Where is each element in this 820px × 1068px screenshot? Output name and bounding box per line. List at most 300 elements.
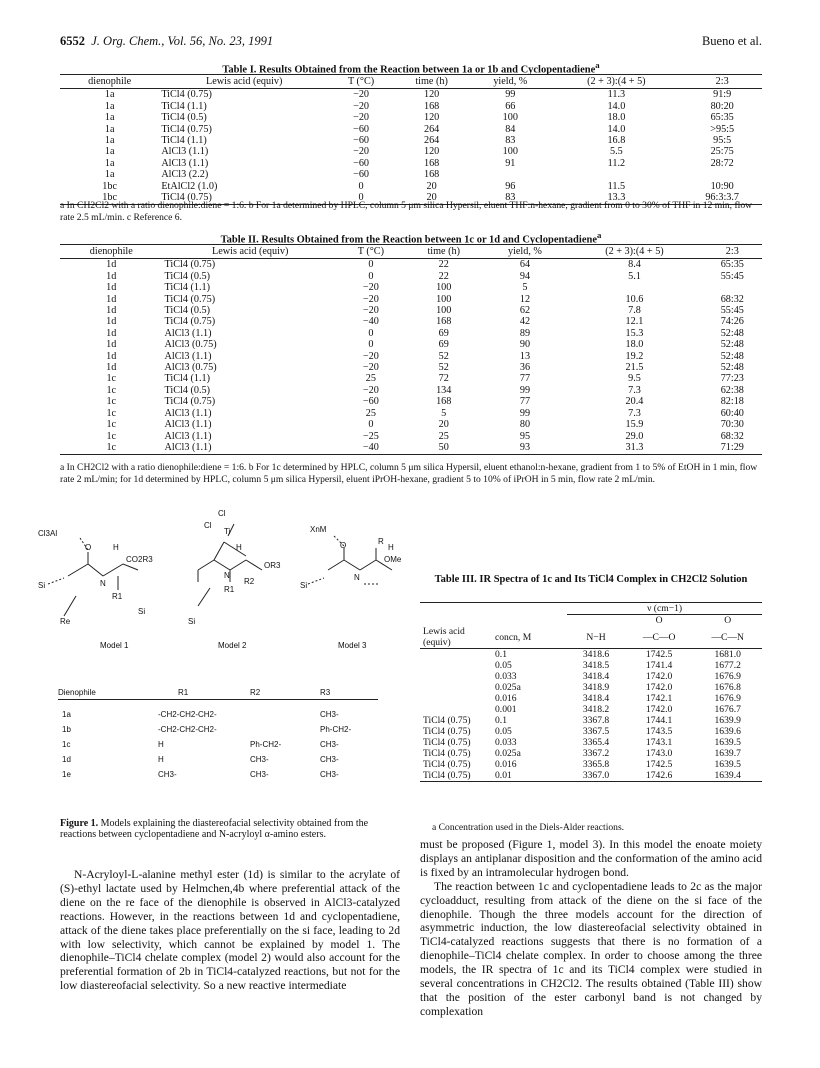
table-row bbox=[60, 408, 762, 419]
table-cell: AlCl3 (1.1) bbox=[164, 430, 212, 442]
table-cell: AlCl3 (1.1) bbox=[164, 419, 212, 431]
page-number: 6552 bbox=[60, 34, 85, 48]
table-cell: 100 bbox=[436, 282, 452, 294]
table-cell: 1742.1 bbox=[645, 693, 673, 704]
model1-label: Model 1 bbox=[100, 641, 129, 650]
table-cell: 1744.1 bbox=[645, 715, 673, 726]
table-row bbox=[60, 169, 762, 180]
table-row bbox=[60, 294, 762, 305]
table-row bbox=[60, 181, 762, 192]
m1-bond bbox=[88, 564, 103, 576]
m3-attack-line bbox=[308, 578, 324, 584]
table-row bbox=[60, 442, 762, 455]
table-row bbox=[420, 726, 762, 737]
table-cell: 5 bbox=[522, 282, 528, 294]
table-cell: 52:48 bbox=[720, 327, 744, 339]
table-cell: 0.1 bbox=[495, 649, 507, 660]
table-cell bbox=[420, 660, 492, 671]
table-cell: −40 bbox=[362, 316, 379, 328]
table-cell: 1d bbox=[106, 305, 117, 317]
table-cell: 77 bbox=[519, 396, 531, 408]
table3-nu-header: ν (cm−1) bbox=[567, 603, 762, 615]
table-cell: -CH2-CH2-CH2- bbox=[158, 725, 217, 734]
table-cell: AlCl3 (1.1) bbox=[163, 442, 338, 455]
table1-body bbox=[60, 89, 762, 205]
m2-h-label: H bbox=[236, 543, 242, 552]
m2-ticl-label: Cl bbox=[204, 521, 212, 530]
table-cell: TiCl4 (1.1) bbox=[161, 135, 207, 147]
column-header: (2 + 3):(4 + 5) bbox=[550, 75, 682, 89]
table-cell: CH3- bbox=[250, 770, 269, 779]
table1-footnote: a In CH2Cl2 with a ratio dienophile:diene = 1:6. b For 1a determined by HPLC, column 5 μm silica Hypersil, eluent THF:n-hexane, gradient from 0 to 30% of THF in 12 min, flow rate 2.5 mL/min. c Reference 6. bbox=[60, 200, 753, 223]
table-row bbox=[60, 362, 762, 373]
table-cell: 168 bbox=[423, 100, 440, 112]
table-cell: 71:29 bbox=[703, 442, 762, 455]
table-cell: 1677.2 bbox=[714, 660, 741, 671]
column-header: dienophile bbox=[60, 245, 163, 259]
table-cell: 1c bbox=[62, 740, 71, 749]
table-cell: 1e bbox=[62, 770, 71, 779]
table-cell: 13 bbox=[519, 350, 531, 362]
table2-footnote: a In CH2Cl2 with a ratio dienophile:diene = 1:6. b For 1c determined by HPLC, column 5 μm silica Hypersil, eluent ethanol:n-hexane, gradient from 1 to 5% of EtOH in 1 min, flow rate 2 mL/min; for 1d determined by HPLC, column 5 μm silica Hypersil, eluent iPrOH-hexane, gradient 5 to 10% of iPrOH in 5 min, flow rate 2 mL/min. bbox=[60, 462, 758, 485]
table-cell: Ph-CH2- bbox=[250, 740, 282, 749]
table-cell: TiCl4 (0.5) bbox=[164, 270, 211, 282]
table-cell: 90 bbox=[519, 339, 531, 351]
table-cell: 31.3 bbox=[566, 442, 702, 455]
table-cell: 100 bbox=[436, 293, 452, 305]
table-cell: 80:20 bbox=[710, 100, 734, 112]
table-cell bbox=[420, 671, 492, 682]
table-cell: 15.3 bbox=[625, 327, 644, 339]
table-row bbox=[420, 682, 762, 693]
table-cell: 65:35 bbox=[710, 112, 734, 124]
table-cell: 62:38 bbox=[720, 384, 744, 396]
table-cell: 0.016 bbox=[495, 759, 517, 770]
table-cell: 68:32 bbox=[720, 430, 744, 442]
table-row bbox=[60, 396, 762, 407]
table-cell: 68:32 bbox=[720, 293, 744, 305]
table-cell: TiCl4 (1.1) bbox=[161, 100, 207, 112]
column-header: dienophile bbox=[60, 75, 159, 89]
m2-bond bbox=[214, 542, 224, 560]
table-cell: −60 bbox=[353, 123, 370, 135]
table-row bbox=[58, 725, 378, 737]
table-cell: 20 bbox=[426, 180, 437, 192]
table-cell: 29.0 bbox=[625, 430, 644, 442]
table-cell: 100 bbox=[502, 146, 518, 158]
model2-label: Model 2 bbox=[218, 641, 247, 650]
table-row bbox=[60, 259, 762, 271]
table-cell: 1d bbox=[106, 316, 117, 328]
table-cell bbox=[470, 169, 550, 180]
table-cell bbox=[420, 682, 492, 693]
m3-si-label: Si bbox=[300, 581, 308, 590]
table-cell: −40 bbox=[338, 442, 404, 455]
table-cell: 69 bbox=[438, 327, 449, 339]
table-cell: 52:48 bbox=[720, 350, 744, 362]
table-cell: 1d bbox=[106, 350, 117, 362]
table-cell: 1bc bbox=[102, 180, 118, 192]
table-cell: >95:5 bbox=[710, 123, 735, 135]
table-cell: 1d bbox=[106, 362, 117, 374]
table-cell: 1a bbox=[104, 123, 115, 135]
table1-header-row bbox=[60, 75, 762, 89]
table-cell: TiCl4 (0.75) bbox=[423, 715, 471, 726]
table-cell: 3367.0 bbox=[567, 770, 625, 782]
table-cell: 0 bbox=[368, 419, 374, 431]
table-cell: 15.9 bbox=[625, 419, 644, 431]
table-cell: 95 bbox=[519, 430, 531, 442]
table-cell: 1639.9 bbox=[714, 715, 741, 726]
table-cell bbox=[682, 169, 762, 180]
table-cell: 10.6 bbox=[625, 293, 644, 305]
table-cell: TiCl4 (0.75) bbox=[164, 293, 216, 305]
table-cell: −20 bbox=[362, 282, 379, 294]
table-cell: 70:30 bbox=[720, 419, 744, 431]
table-cell: 83 bbox=[505, 135, 516, 147]
column-header: T (°C) bbox=[338, 245, 404, 259]
table-cell: 0.05 bbox=[495, 660, 512, 671]
table-cell: 36 bbox=[519, 362, 531, 374]
table-cell: 22 bbox=[438, 270, 449, 282]
m2-bond bbox=[224, 542, 246, 556]
table-cell: 62 bbox=[519, 305, 531, 317]
table-cell: 82:18 bbox=[720, 396, 744, 408]
table-cell: 93 bbox=[484, 442, 567, 455]
table-cell: TiCl4 (0.75) bbox=[164, 259, 216, 271]
table-row bbox=[420, 748, 762, 759]
table-cell: 50 bbox=[404, 442, 484, 455]
table-cell: 1d bbox=[106, 339, 117, 351]
table-cell: AlCl3 (2.2) bbox=[161, 169, 209, 181]
table-row bbox=[60, 431, 762, 442]
table-cell: 99 bbox=[505, 89, 516, 101]
table-cell: 1a bbox=[104, 157, 115, 169]
table-cell: 0.025a bbox=[495, 748, 521, 759]
table-cell: 1a bbox=[62, 710, 71, 719]
table-cell: 0 bbox=[358, 180, 364, 192]
table-cell: TiCl4 (0.5) bbox=[164, 305, 211, 317]
table-cell: CH3- bbox=[320, 740, 339, 749]
table-cell: 14.0 bbox=[607, 123, 626, 135]
table-cell: 0.033 bbox=[495, 737, 517, 748]
table-cell: 1639.5 bbox=[714, 737, 741, 748]
table-cell: AlCl3 (1.1) bbox=[164, 327, 212, 339]
table-cell: −20 bbox=[362, 350, 379, 362]
table-cell: 1b bbox=[62, 725, 71, 734]
table-cell: H bbox=[158, 740, 164, 749]
table-cell bbox=[420, 649, 492, 661]
m1-bond bbox=[123, 564, 138, 570]
table-cell: 264 bbox=[423, 135, 440, 147]
table-cell: 1a bbox=[104, 112, 115, 124]
m3-bond bbox=[328, 560, 344, 570]
table-row bbox=[60, 158, 762, 169]
table-cell: 0 bbox=[368, 270, 374, 282]
table-row bbox=[420, 671, 762, 682]
table-cell: 0.01 bbox=[492, 770, 567, 782]
m1-r1-label: R1 bbox=[112, 592, 123, 601]
m3-bond bbox=[360, 560, 376, 570]
table-cell: 0.1 bbox=[495, 715, 507, 726]
journal-citation: J. Org. Chem., Vol. 56, No. 23, 1991 bbox=[91, 34, 274, 48]
table-cell: H bbox=[158, 755, 164, 764]
table-cell: TiCl4 (0.5) bbox=[161, 112, 207, 124]
table-cell: 120 bbox=[423, 89, 440, 101]
table1 bbox=[60, 74, 762, 205]
m3-h-label: H bbox=[388, 543, 394, 552]
table-cell: 99 bbox=[519, 407, 531, 419]
table-cell: 1741.4 bbox=[645, 660, 673, 671]
table-row bbox=[58, 710, 378, 722]
table-row bbox=[60, 112, 762, 123]
table-cell: 3365.8 bbox=[582, 759, 610, 770]
m2-arrow bbox=[198, 588, 210, 606]
table-cell: 0.016 bbox=[495, 693, 517, 704]
table-cell: 1d bbox=[106, 270, 117, 282]
table-row bbox=[420, 770, 762, 782]
table-cell: 89 bbox=[519, 327, 531, 339]
table-row bbox=[60, 282, 762, 293]
table-cell bbox=[550, 169, 682, 180]
table-cell: 0 bbox=[368, 339, 374, 351]
table-cell: −60 bbox=[362, 396, 379, 408]
body-text-right: must be proposed (Figure 1, model 3). In this model the enoate moiety displays an antiplanar disposition and the conformation of the amino acid is fixed by an intramolecular hydrogen bond. The reaction between 1c and cyclopentadiene leads to 2c as the major cycloadduct, resulting from attack of the diene on the si face of the dienophile. Though the three models account for the direction of asymmetric induction, the low diastereofacial selectivity obtained in TiCl4-catalyzed reactions suggests that there is no formation of a dienophile–TiCl4 chelate complex. In order to choose among the three models, the IR spectra of 1c and its TiCl4 complex were studied in several concentrations in CH2Cl2. The results obtained (Table III) show that the position of the ester carbonyl band is not changed by complexation bbox=[420, 838, 762, 1018]
table-cell: 3418.6 bbox=[582, 649, 610, 660]
table-cell: 1d bbox=[106, 293, 117, 305]
m2-bond bbox=[230, 560, 246, 570]
table-cell: 13.3 bbox=[550, 192, 682, 205]
m2-n-label: N bbox=[224, 571, 230, 580]
m3-ome-label: OMe bbox=[384, 555, 402, 564]
table-row bbox=[60, 135, 762, 146]
table-cell: 52:48 bbox=[720, 362, 744, 374]
table-cell bbox=[703, 282, 762, 293]
table2-caption: Table II. Results Obtained from the Reaction between 1c or 1d and Cyclopentadiene$^a$ bbox=[220, 230, 602, 246]
table-row bbox=[60, 328, 762, 339]
table-cell: 3418.5 bbox=[582, 660, 610, 671]
table-cell: 3418.2 bbox=[582, 704, 610, 715]
m3-r-label: R bbox=[378, 537, 384, 546]
figure1-table-header: Dienophile R1 R2 R3 bbox=[58, 688, 378, 700]
m1-arrow bbox=[64, 596, 76, 616]
table-cell: 42 bbox=[519, 316, 531, 328]
table-cell: 1a bbox=[104, 100, 115, 112]
m1-o-label: O bbox=[85, 543, 92, 552]
table-cell: CH3- bbox=[158, 770, 177, 779]
table-cell: TiCl4 (0.75) bbox=[161, 123, 212, 135]
table-row bbox=[60, 146, 762, 157]
table-cell: CH3- bbox=[250, 755, 269, 764]
column-header: yield, % bbox=[470, 75, 550, 89]
table3-col-lewis: Lewis acid (equiv) bbox=[420, 626, 492, 649]
table-cell: CH3- bbox=[320, 710, 339, 719]
table-cell: TiCl4 (0.75) bbox=[423, 759, 471, 770]
table-cell: AlCl3 (0.75) bbox=[164, 362, 217, 374]
table-row bbox=[420, 737, 762, 748]
table-cell: −25 bbox=[362, 430, 379, 442]
table-cell: 264 bbox=[423, 123, 440, 135]
column-header: time (h) bbox=[404, 245, 484, 259]
table-cell: TiCl4 (0.75) bbox=[159, 192, 329, 205]
table-cell: 1743.5 bbox=[645, 726, 673, 737]
m2-cl-label: Cl bbox=[218, 509, 226, 518]
table-cell: 1681.0 bbox=[714, 649, 741, 660]
table-cell: 5.1 bbox=[628, 270, 641, 282]
table-cell: 0 bbox=[368, 259, 374, 271]
column-header: yield, % bbox=[484, 245, 567, 259]
table-cell: 134 bbox=[436, 384, 452, 396]
table-cell: −60 bbox=[353, 135, 370, 147]
table-cell: 11.3 bbox=[607, 89, 626, 101]
m3-o-label: O bbox=[340, 541, 347, 550]
table-cell: 1742.0 bbox=[645, 704, 673, 715]
figure1-substituent-table bbox=[58, 688, 378, 778]
figure1-models-drawing bbox=[38, 506, 408, 666]
table-cell: 1a bbox=[104, 135, 115, 147]
table-cell: 1d bbox=[106, 327, 117, 339]
table-cell: −60 bbox=[353, 169, 370, 181]
table-cell: 20 bbox=[438, 419, 449, 431]
table-cell: 1639.5 bbox=[714, 759, 741, 770]
table-cell: 84 bbox=[505, 123, 516, 135]
column-header: 2:3 bbox=[703, 245, 762, 259]
table-cell: AlCl3 (1.1) bbox=[164, 407, 212, 419]
table-cell: 25 bbox=[438, 430, 449, 442]
table-cell: −20 bbox=[353, 112, 370, 124]
m1-si-label: Si bbox=[38, 581, 46, 590]
table-cell: 7.3 bbox=[628, 407, 641, 419]
table-row bbox=[60, 351, 762, 362]
table-cell: -CH2-CH2-CH2- bbox=[158, 710, 217, 719]
table-cell: 1742.5 bbox=[645, 759, 673, 770]
table-cell: 94 bbox=[519, 270, 531, 282]
table-cell: 5.5 bbox=[610, 146, 623, 158]
table-cell: AlCl3 (1.1) bbox=[161, 157, 209, 169]
author-names: Bueno et al. bbox=[701, 34, 762, 48]
table-cell: 120 bbox=[423, 112, 440, 124]
table-cell: 168 bbox=[423, 169, 440, 181]
table-cell bbox=[566, 282, 702, 293]
table-cell: 91:9 bbox=[713, 89, 732, 101]
table-cell: 0.025a bbox=[495, 682, 521, 693]
table-cell: 1c bbox=[106, 407, 117, 419]
table-cell: AlCl3 (1.1) bbox=[161, 146, 209, 158]
table-cell: 1bc bbox=[60, 192, 159, 205]
table-cell: 96:3:3.7 bbox=[682, 192, 762, 205]
table-cell: 120 bbox=[423, 146, 440, 158]
table-cell: TiCl4 (0.75) bbox=[164, 316, 216, 328]
table3-col-co-amide: —C—N bbox=[693, 626, 762, 649]
table-cell bbox=[420, 693, 492, 704]
table-row bbox=[58, 755, 378, 767]
m2-bond bbox=[246, 560, 262, 570]
table-row bbox=[58, 770, 378, 782]
table-cell: 55:45 bbox=[720, 270, 744, 282]
table-cell: 99 bbox=[519, 384, 531, 396]
column-header: time (h) bbox=[393, 75, 470, 89]
table-cell: 3418.9 bbox=[582, 682, 610, 693]
table-cell: 5 bbox=[441, 407, 447, 419]
table3-body bbox=[420, 649, 762, 782]
table-cell: 1d bbox=[62, 755, 71, 764]
table-cell: 12.1 bbox=[625, 316, 644, 328]
table-cell: TiCl4 (0.75) bbox=[423, 737, 471, 748]
table-row bbox=[60, 419, 762, 430]
table-row bbox=[60, 124, 762, 135]
table-cell: 1676.8 bbox=[714, 682, 741, 693]
table-cell: 1676.9 bbox=[714, 671, 741, 682]
table-cell: AlCl3 (1.1) bbox=[164, 350, 212, 362]
table-cell: 20 bbox=[393, 192, 470, 205]
table-cell: 11.5 bbox=[607, 180, 626, 192]
table-cell: 96 bbox=[505, 180, 516, 192]
table-row bbox=[60, 316, 762, 327]
table-cell: 25 bbox=[365, 407, 376, 419]
table-cell: 0.001 bbox=[495, 704, 517, 715]
m3-bond bbox=[344, 560, 360, 570]
body-text-left: N-Acryloyl-L-alanine methyl ester (1d) is similar to the acrylate of (S)-ethyl lactate used by Helmchen,4b where preferential attack of the diene on the re face of the dienophile is observed in AlCl3-catalyzed reactions. However, in the reactions between 1d and cyclopentadiene, attack of the diene takes place preferentially on the si face, leading to 2d with low selectivity, which cannot be explained by model 1. The dienophile–TiCl4 chelate complex (model 2) would also account for the preferential formation of 2b in TiCl4-catalyzed reactions, but not for the low diastereofacial selectivity. So a new reactive intermediate bbox=[60, 868, 400, 993]
table3-col-concn: concn, M bbox=[492, 626, 567, 649]
m3-n-label: N bbox=[354, 573, 360, 582]
table-cell: 100 bbox=[502, 112, 518, 124]
table-cell: TiCl4 (1.1) bbox=[164, 282, 211, 294]
table-row bbox=[420, 715, 762, 726]
table3-col-co-ester: —C—O bbox=[625, 626, 694, 649]
table-cell: 18.0 bbox=[625, 339, 644, 351]
m2-ti-label: Ti bbox=[224, 527, 231, 536]
table-cell: 0 bbox=[368, 327, 374, 339]
m2-bond bbox=[198, 560, 214, 570]
table-cell: 168 bbox=[436, 396, 452, 408]
table-cell: −20 bbox=[362, 384, 379, 396]
table3-footnote: a Concentration used in the Diels-Alder reactions. bbox=[432, 822, 625, 833]
table-cell: 11.2 bbox=[607, 157, 626, 169]
table-cell: 77:23 bbox=[720, 373, 744, 385]
table-cell: 21.5 bbox=[625, 362, 644, 374]
table-cell: 7.3 bbox=[628, 384, 641, 396]
table-row bbox=[420, 704, 762, 715]
table-cell bbox=[420, 704, 492, 715]
m2-r1-label: R1 bbox=[224, 585, 235, 594]
table-cell: 52:48 bbox=[720, 339, 744, 351]
table-cell: 1639.6 bbox=[714, 726, 741, 737]
table-cell: 52 bbox=[438, 350, 449, 362]
table-cell: 8.4 bbox=[628, 259, 641, 271]
table2-body bbox=[60, 259, 762, 455]
table-row bbox=[60, 385, 762, 396]
m2-bond bbox=[214, 560, 230, 570]
table-cell: TiCl4 (0.75) bbox=[423, 748, 471, 759]
table-cell: 0.05 bbox=[495, 726, 512, 737]
table-cell: 3367.8 bbox=[582, 715, 610, 726]
figure1-caption: Figure 1. Models explaining the diastereofacial selectivity obtained from the reactions between cyclopentadiene and N-acryloyl α-amino esters. bbox=[60, 818, 369, 841]
table-cell: 9.5 bbox=[628, 373, 641, 385]
table3-caption: Table III. IR Spectra of 1c and Its TiCl4 Complex in CH2Cl2 Solution bbox=[434, 574, 748, 585]
table-cell: −60 bbox=[353, 157, 370, 169]
m1-bond bbox=[68, 564, 88, 576]
table-cell: 10:90 bbox=[710, 180, 734, 192]
table-cell: 100 bbox=[436, 305, 452, 317]
table-cell: Ph-CH2- bbox=[320, 725, 352, 734]
column-header: T (°C) bbox=[329, 75, 393, 89]
running-header bbox=[60, 34, 762, 52]
table-cell: −20 bbox=[362, 293, 379, 305]
table-cell: 168 bbox=[436, 316, 452, 328]
table-cell: 3418.4 bbox=[582, 693, 610, 704]
table-cell: 12 bbox=[519, 293, 531, 305]
table-cell: TiCl4 (0.5) bbox=[164, 384, 211, 396]
